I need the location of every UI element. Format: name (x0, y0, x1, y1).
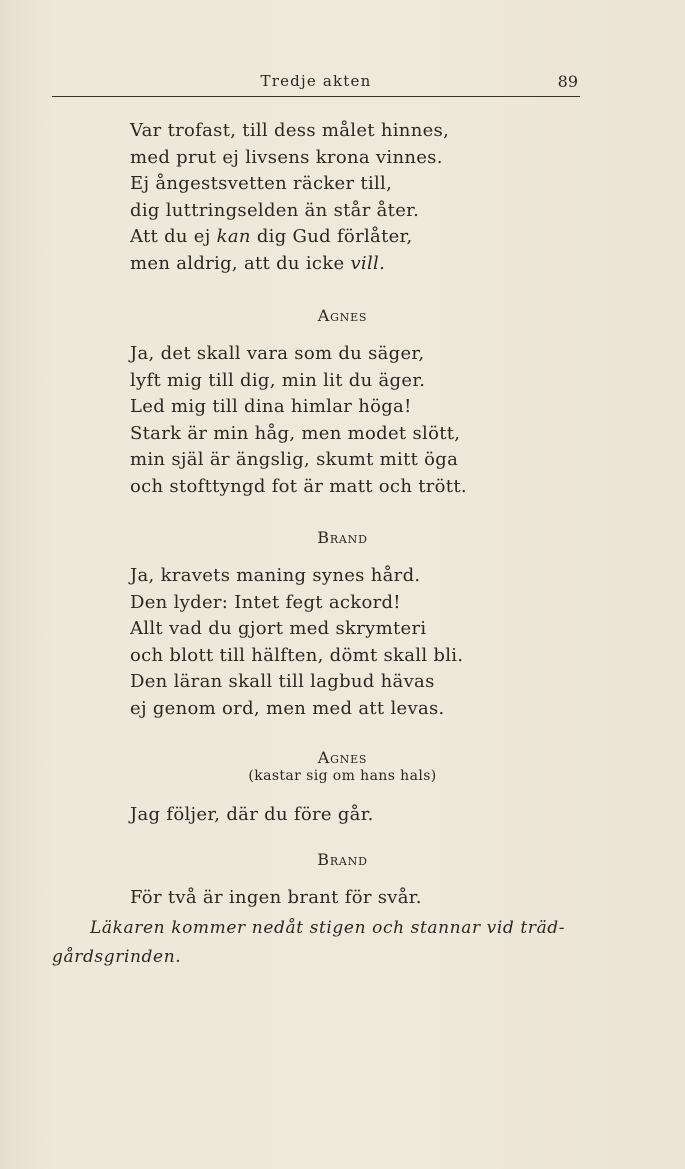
verse-line: med prut ej livsens krona vinnes. (130, 146, 443, 168)
verse-line: Den lyder: Intet fegt ackord! (130, 591, 401, 613)
verse-line (130, 224, 449, 251)
verse-line: Allt vad du gjort med skrymteri (130, 618, 427, 639)
verse-line: Ja, det skall vara som du säger, (130, 343, 425, 364)
verse-line: och blott till hälften, dömt skall bli. (130, 644, 464, 666)
verse-text: Att du ej (130, 226, 217, 247)
verse-line: Led mig till dina himlar höga! (130, 396, 412, 417)
stage-direction-inline: (kastar sig om hans hals) (248, 768, 437, 784)
verse-line: Jag följer, där du före går. (130, 804, 374, 825)
stanza-brand-3 (130, 885, 422, 912)
stanza-agnes-2 (130, 802, 374, 829)
verse-line: ej genom ord, men med att levas. (130, 697, 445, 719)
stage-direction-line: Läkaren kommer nedåt stigen och stannar vid träd- (90, 918, 566, 938)
verse-text: men aldrig, att du icke (130, 252, 351, 274)
speaker-name: Agnes (317, 748, 368, 767)
verse-line: dig luttringselden än står åter. (130, 199, 420, 221)
stage-direction (52, 914, 592, 972)
verse-line: Stark är min håg, men modet slött, (130, 422, 461, 444)
emphasized-word: kan (216, 226, 251, 247)
verse-line: Var trofast, till dess målet hinnes, (130, 120, 450, 141)
verse-line: lyft mig till dig, min lit du äger. (130, 369, 426, 391)
verse-line: Den läran skall till lagbud hävas (130, 671, 435, 692)
verse-line: För två är ingen brant för svår. (130, 887, 422, 908)
stanza-brand-1 (130, 118, 449, 277)
verse-text: dig Gud förlåter, (250, 226, 413, 247)
speaker-name: Brand (317, 850, 368, 869)
verse-line: Ja, kravets maning synes hård. (130, 565, 421, 586)
verse-line (130, 251, 449, 278)
speaker-name: Agnes (317, 306, 368, 325)
page-header (52, 70, 580, 97)
stanza-agnes-1 (130, 341, 467, 500)
running-title: Tredje akten (260, 72, 372, 90)
page-number: 89 (557, 72, 578, 91)
speaker-name: Brand (317, 528, 368, 547)
stanza-brand-2 (130, 563, 463, 722)
verse-line: Ej ångestsvetten räcker till, (130, 173, 393, 194)
verse-line: min själ är ängslig, skumt mitt öga (130, 449, 459, 470)
stage-direction-line: gårdsgrinden. (52, 947, 182, 967)
verse-line: och stofttyngd fot är matt och trött. (130, 475, 467, 497)
emphasized-word: vill. (350, 252, 386, 274)
